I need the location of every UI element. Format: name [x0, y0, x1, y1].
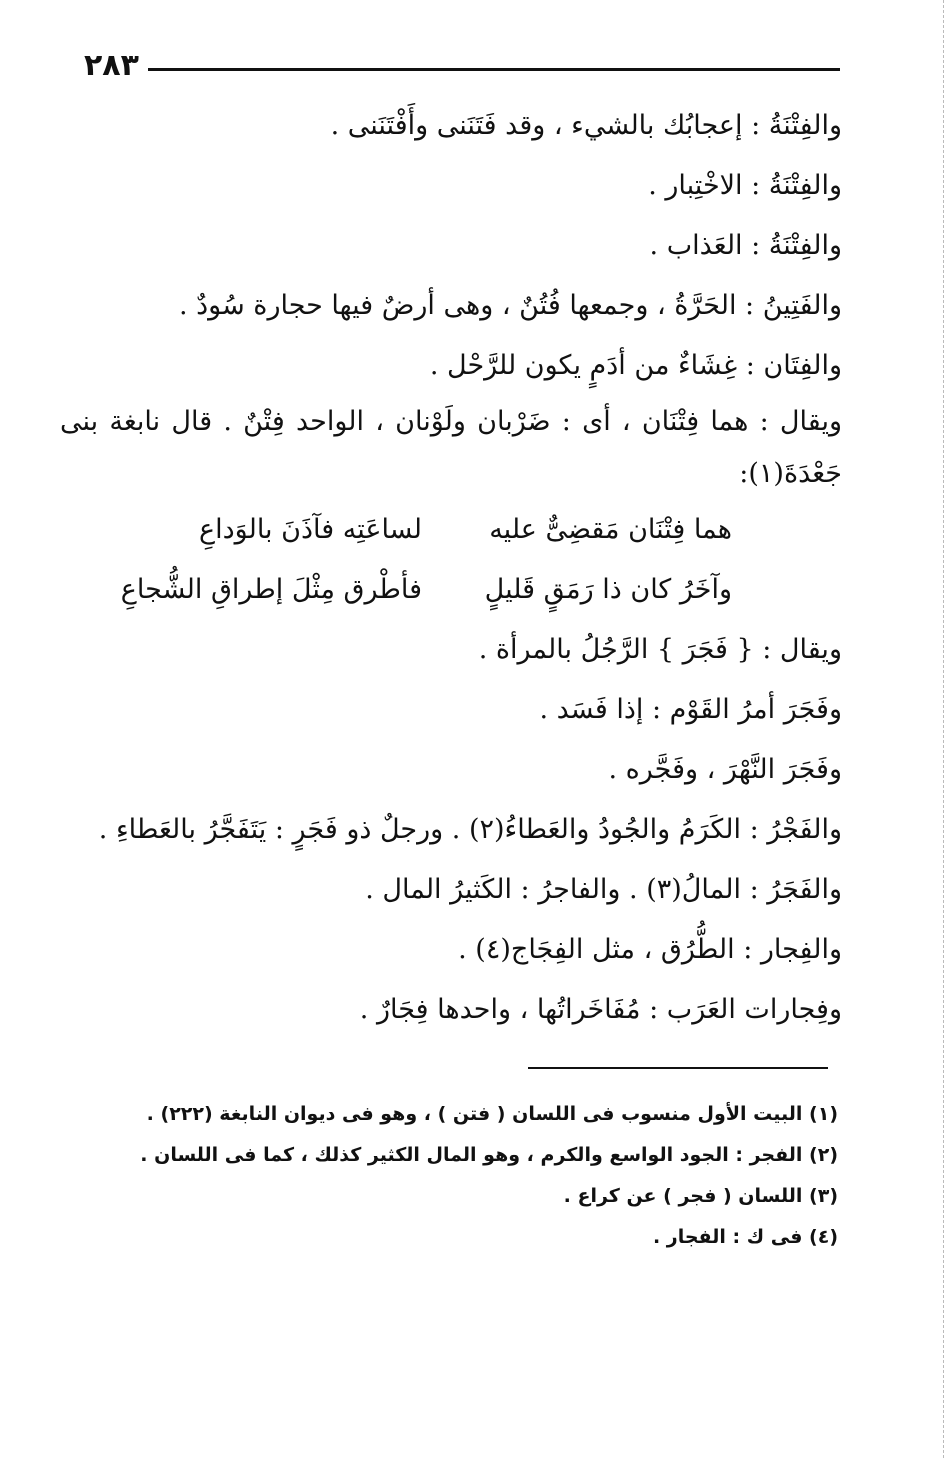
header-rule	[148, 68, 840, 71]
main-text	[60, 96, 842, 1040]
text-line: جَعْدَةَ(١):	[739, 458, 842, 489]
text-line: والفَجْرُ : الكَرَمُ والجُودُ والعَطاءُ(٢) . ورجلٌ ذو فَجَرٍ : يَتَفَجَّرُ بالعَطاءِ .	[98, 814, 842, 845]
text-line: والفِتَان : غِشَاءٌ من أدَمٍ يكون للرَّحْل .	[429, 350, 842, 381]
text-line: ويقال : هما فِتْنَان ، أى : ضَرْبان ولَوْنان ، الواحد فِتْنٌ . قال نابغة بنى	[60, 406, 842, 437]
verse-hemistich-first: هما فِتْنَان مَقضِىٌّ عليه	[489, 514, 732, 545]
text-line: والفِتْنَةُ : الاخْتِبار .	[648, 170, 842, 201]
verse-hemistich-second: لساعَتِه فآذَنَ بالوَداعِ	[199, 514, 422, 545]
text-line: والفَتِينُ : الحَرَّةُ ، وجمعها فُتُنٌ ، وهى أرضٌ فيها حجارة سُودٌ .	[178, 290, 842, 321]
text-line: والفِجار : الطُّرُق ، مثل الفِجَاج(٤) .	[458, 934, 842, 965]
page-number: ٢٨٣	[84, 48, 139, 83]
footnote: (٢) الفجر : الجود الواسع والكرم ، وهو المال الكثير كذلك ، كما فى اللسان .	[140, 1144, 838, 1166]
text-line: والفِتْنَةُ : إعجابُك بالشيء ، وقد فَتَنَنى وأَفْتَنَنى .	[330, 110, 842, 141]
footnote: (١) البيت الأول منسوب فى اللسان ( فتن ) ، وهو فى ديوان النابغة (٢٢٢) .	[146, 1103, 838, 1125]
footnote: (٣) اللسان ( فجر ) عن كراع .	[563, 1185, 838, 1207]
page-header	[60, 44, 840, 88]
scan-margin-edge	[942, 0, 944, 1458]
text-line: وفَجَرَ أمرُ القَوْم : إذا فَسَد .	[539, 694, 842, 725]
footnote-separator	[528, 1067, 828, 1069]
footnote: (٤) فى ك : الفجار .	[652, 1226, 838, 1248]
text-line: وفَجَرَ النَّهْرَ ، وفَجَّره .	[608, 754, 842, 785]
footnotes	[140, 1094, 838, 1258]
verse-line	[60, 560, 842, 620]
verse-hemistich-first: وآخَرُ كان ذا رَمَقٍ قَليلٍ	[484, 574, 732, 605]
text-line: وفِجارات العَرَب : مُفَاخَراتُها ، واحدها فِجَارٌ .	[359, 994, 842, 1025]
text-line: ويقال : { فَجَرَ } الرَّجُلُ بالمرأة .	[478, 634, 842, 665]
text-line: والفَجَرُ : المالُ(٣) . والفاجرُ : الكَثيرُ المال .	[365, 874, 842, 905]
verse-hemistich-second: فأطْرق مِثْلَ إطراقِ الشُّجاعِ	[120, 574, 422, 605]
text-line: والفِتْنَةُ : العَذاب .	[649, 230, 842, 261]
verse-line	[60, 500, 842, 560]
